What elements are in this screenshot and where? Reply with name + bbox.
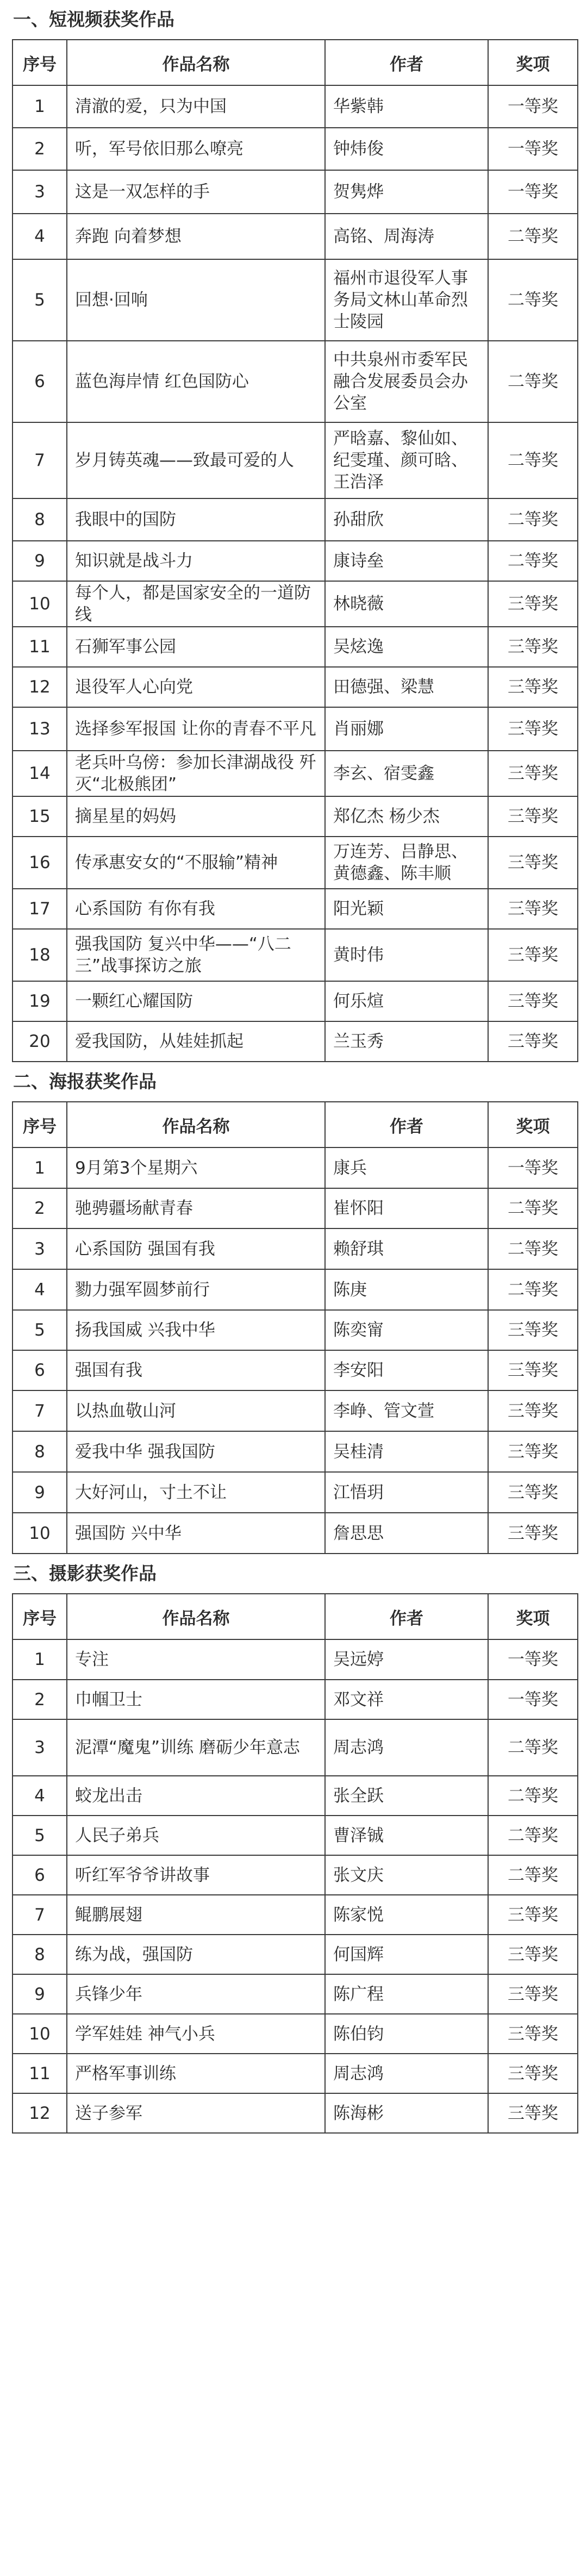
- cell-award: 三等奖: [488, 981, 578, 1021]
- cell-title: 传承惠安女的“不服输”精神: [67, 837, 325, 889]
- cell-author: 何国辉: [325, 1935, 488, 1974]
- cell-no: 17: [13, 889, 67, 929]
- header-no: 序号: [13, 40, 67, 85]
- table-row: [13, 1431, 578, 1472]
- table-row: [13, 422, 578, 498]
- cell-author: 兰玉秀: [325, 1021, 488, 1062]
- cell-award: 三等奖: [488, 1431, 578, 1472]
- cell-author: 何乐煊: [325, 981, 488, 1021]
- header-no: 序号: [13, 1102, 67, 1147]
- cell-no: 2: [13, 1188, 67, 1228]
- header-title: 作品名称: [67, 1594, 325, 1639]
- cell-author: 李玄、宿雯鑫: [325, 751, 488, 796]
- cell-no: 4: [13, 1776, 67, 1816]
- cell-no: 13: [13, 707, 67, 751]
- cell-author: 李安阳: [325, 1350, 488, 1390]
- cell-title: 听，军号依旧那么嘹亮: [67, 128, 325, 170]
- cell-title: 巾帼卫士: [67, 1680, 325, 1719]
- cell-award: 一等奖: [488, 85, 578, 128]
- cell-author: 康兵: [325, 1147, 488, 1188]
- cell-no: 10: [13, 1513, 67, 1554]
- cell-author: 郑亿杰 杨少杰: [325, 796, 488, 837]
- cell-no: 11: [13, 2054, 67, 2093]
- cell-title: 强我国防 复兴中华——“八二三”战事探访之旅: [67, 929, 325, 981]
- cell-author: 李峥、管文萱: [325, 1390, 488, 1431]
- cell-author: 中共泉州市委军民融合发展委员会办公室: [325, 341, 488, 422]
- cell-title: 摘星星的妈妈: [67, 796, 325, 837]
- cell-award: 二等奖: [488, 1776, 578, 1816]
- cell-award: 三等奖: [488, 1310, 578, 1350]
- cell-no: 9: [13, 1472, 67, 1513]
- cell-title: 这是一双怎样的手: [67, 170, 325, 214]
- cell-author: 詹思思: [325, 1513, 488, 1554]
- cell-author: 张文庆: [325, 1855, 488, 1895]
- table-row: [13, 128, 578, 170]
- cell-author: 赖舒琪: [325, 1228, 488, 1269]
- table-row: [13, 541, 578, 581]
- cell-award: 三等奖: [488, 796, 578, 837]
- cell-award: 三等奖: [488, 627, 578, 667]
- table-row: [13, 1816, 578, 1855]
- header-author: 作者: [325, 1102, 488, 1147]
- table-row: [13, 581, 578, 627]
- cell-no: 8: [13, 1935, 67, 1974]
- cell-title: 以热血敬山河: [67, 1390, 325, 1431]
- table-row: [13, 627, 578, 667]
- section-title-short-video: 一、短视频获奖作品: [13, 9, 174, 30]
- table-body: [13, 1147, 578, 1554]
- cell-author: 阳光颖: [325, 889, 488, 929]
- cell-title: 心系国防 有你有我: [67, 889, 325, 929]
- cell-award: 一等奖: [488, 1639, 578, 1680]
- table-row: [13, 1021, 578, 1062]
- table-row: [13, 498, 578, 541]
- cell-title: 强国防 兴中华: [67, 1513, 325, 1554]
- table-row: [13, 707, 578, 751]
- cell-author: 严晗嘉、黎仙如、纪雯瑾、颜可晗、王浩泽: [325, 422, 488, 498]
- cell-award: 三等奖: [488, 581, 578, 627]
- cell-award: 二等奖: [488, 1855, 578, 1895]
- cell-author: 康诗垒: [325, 541, 488, 581]
- cell-title: 严格军事训练: [67, 2054, 325, 2093]
- cell-title: 蓝色海岸情 红色国防心: [67, 341, 325, 422]
- table-row: [13, 85, 578, 128]
- table-row: [13, 170, 578, 214]
- cell-title: 练为战，强国防: [67, 1935, 325, 1974]
- table-row: [13, 889, 578, 929]
- cell-author: 林晓薇: [325, 581, 488, 627]
- table-row: [13, 1269, 578, 1310]
- cell-award: 三等奖: [488, 1350, 578, 1390]
- cell-title: 清澈的爱，只为中国: [67, 85, 325, 128]
- cell-author: 吴桂清: [325, 1431, 488, 1472]
- cell-author: 贺隽烨: [325, 170, 488, 214]
- cell-award: 三等奖: [488, 2014, 578, 2054]
- table-row: [13, 1639, 578, 1680]
- cell-title: 一颗红心耀国防: [67, 981, 325, 1021]
- table-row: [13, 1935, 578, 1974]
- cell-no: 9: [13, 541, 67, 581]
- cell-award: 一等奖: [488, 170, 578, 214]
- cell-no: 5: [13, 259, 67, 341]
- cell-title: 知识就是战斗力: [67, 541, 325, 581]
- cell-no: 1: [13, 85, 67, 128]
- cell-no: 9: [13, 1974, 67, 2014]
- cell-title: 心系国防 强国有我: [67, 1228, 325, 1269]
- cell-title: 9月第3个星期六: [67, 1147, 325, 1188]
- cell-no: 19: [13, 981, 67, 1021]
- cell-author: 吴炫逸: [325, 627, 488, 667]
- cell-title: 勠力强军圆梦前行: [67, 1269, 325, 1310]
- cell-title: 扬我国威 兴我中华: [67, 1310, 325, 1350]
- cell-author: 钟炜俊: [325, 128, 488, 170]
- cell-title: 兵锋少年: [67, 1974, 325, 2014]
- cell-title: 泥潭“魔鬼”训练 磨砺少年意志: [67, 1719, 325, 1776]
- table-row: [13, 1855, 578, 1895]
- cell-award: 二等奖: [488, 341, 578, 422]
- cell-award: 三等奖: [488, 707, 578, 751]
- cell-no: 2: [13, 1680, 67, 1719]
- header-award: 奖项: [488, 1594, 578, 1639]
- cell-title: 老兵叶乌傍：参加长津湖战役 歼灭“北极熊团”: [67, 751, 325, 796]
- cell-award: 一等奖: [488, 1147, 578, 1188]
- cell-award: 三等奖: [488, 751, 578, 796]
- table-row: [13, 796, 578, 837]
- cell-award: 二等奖: [488, 1816, 578, 1855]
- table-row: [13, 1188, 578, 1228]
- cell-no: 8: [13, 1431, 67, 1472]
- cell-award: 一等奖: [488, 128, 578, 170]
- cell-no: 1: [13, 1639, 67, 1680]
- cell-award: 二等奖: [488, 1269, 578, 1310]
- cell-no: 1: [13, 1147, 67, 1188]
- poster-awards-table: [12, 1101, 578, 1554]
- cell-author: 肖丽娜: [325, 707, 488, 751]
- cell-award: 二等奖: [488, 259, 578, 341]
- cell-title: 人民子弟兵: [67, 1816, 325, 1855]
- cell-no: 3: [13, 1719, 67, 1776]
- header-author: 作者: [325, 1594, 488, 1639]
- cell-author: 曹泽铖: [325, 1816, 488, 1855]
- cell-title: 送子参军: [67, 2093, 325, 2133]
- header-author: 作者: [325, 40, 488, 85]
- cell-award: 三等奖: [488, 1390, 578, 1431]
- table-row: [13, 2014, 578, 2054]
- cell-author: 孙甜欣: [325, 498, 488, 541]
- cell-title: 爱我国防，从娃娃抓起: [67, 1021, 325, 1062]
- cell-title: 听红军爷爷讲故事: [67, 1855, 325, 1895]
- cell-no: 4: [13, 214, 67, 259]
- cell-no: 5: [13, 1310, 67, 1350]
- cell-award: 三等奖: [488, 1513, 578, 1554]
- table-row: [13, 259, 578, 341]
- cell-no: 6: [13, 341, 67, 422]
- header-no: 序号: [13, 1594, 67, 1639]
- table-row: [13, 341, 578, 422]
- cell-title: 专注: [67, 1639, 325, 1680]
- cell-award: 二等奖: [488, 422, 578, 498]
- table-row: [13, 1680, 578, 1719]
- section-title-poster: 二、海报获奖作品: [13, 1071, 157, 1092]
- cell-award: 三等奖: [488, 1472, 578, 1513]
- table-row: [13, 1472, 578, 1513]
- cell-author: 张全跃: [325, 1776, 488, 1816]
- cell-author: 陈海彬: [325, 2093, 488, 2133]
- cell-author: 福州市退役军人事务局文林山革命烈士陵园: [325, 259, 488, 341]
- cell-no: 16: [13, 837, 67, 889]
- cell-author: 周志鸿: [325, 2054, 488, 2093]
- cell-award: 二等奖: [488, 1228, 578, 1269]
- cell-title: 爱我中华 强我国防: [67, 1431, 325, 1472]
- cell-award: 二等奖: [488, 498, 578, 541]
- table-row: [13, 214, 578, 259]
- cell-award: 二等奖: [488, 541, 578, 581]
- cell-author: 邓文祥: [325, 1680, 488, 1719]
- cell-no: 10: [13, 2014, 67, 2054]
- table-row: [13, 2093, 578, 2133]
- table-body: [13, 1639, 578, 2133]
- cell-no: 14: [13, 751, 67, 796]
- cell-no: 5: [13, 1816, 67, 1855]
- table-row: [13, 837, 578, 889]
- section-title-photography: 三、摄影获奖作品: [13, 1563, 157, 1584]
- cell-award: 三等奖: [488, 929, 578, 981]
- cell-no: 6: [13, 1855, 67, 1895]
- cell-title: 奔跑 向着梦想: [67, 214, 325, 259]
- cell-author: 陈庚: [325, 1269, 488, 1310]
- table-row: [13, 667, 578, 707]
- cell-no: 4: [13, 1269, 67, 1310]
- cell-no: 2: [13, 128, 67, 170]
- cell-award: 三等奖: [488, 1974, 578, 2014]
- cell-no: 20: [13, 1021, 67, 1062]
- short-video-awards-table: [12, 39, 578, 1062]
- table-row: [13, 1350, 578, 1390]
- cell-no: 12: [13, 667, 67, 707]
- header-title: 作品名称: [67, 1102, 325, 1147]
- cell-no: 8: [13, 498, 67, 541]
- cell-no: 18: [13, 929, 67, 981]
- header-award: 奖项: [488, 40, 578, 85]
- cell-award: 三等奖: [488, 667, 578, 707]
- photography-awards-table: [12, 1593, 578, 2134]
- cell-author: 江悟玥: [325, 1472, 488, 1513]
- cell-title: 选择参军报国 让你的青春不平凡: [67, 707, 325, 751]
- table-row: [13, 1310, 578, 1350]
- cell-no: 7: [13, 1390, 67, 1431]
- cell-no: 10: [13, 581, 67, 627]
- cell-award: 二等奖: [488, 1188, 578, 1228]
- table-row: [13, 1513, 578, 1554]
- table-row: [13, 1147, 578, 1188]
- cell-award: 二等奖: [488, 1719, 578, 1776]
- cell-title: 强国有我: [67, 1350, 325, 1390]
- cell-award: 三等奖: [488, 2054, 578, 2093]
- cell-author: 吴远婷: [325, 1639, 488, 1680]
- cell-author: 华紫韩: [325, 85, 488, 128]
- table-row: [13, 751, 578, 796]
- cell-author: 万连芳、吕静思、黄德鑫、陈丰顺: [325, 837, 488, 889]
- cell-author: 陈奕甯: [325, 1310, 488, 1350]
- cell-title: 退役军人心向党: [67, 667, 325, 707]
- cell-title: 鲲鹏展翅: [67, 1895, 325, 1935]
- cell-no: 11: [13, 627, 67, 667]
- cell-author: 崔怀阳: [325, 1188, 488, 1228]
- table-row: [13, 1228, 578, 1269]
- table-row: [13, 2054, 578, 2093]
- table-row: [13, 929, 578, 981]
- cell-title: 学军娃娃 神气小兵: [67, 2014, 325, 2054]
- cell-award: 二等奖: [488, 214, 578, 259]
- cell-no: 3: [13, 1228, 67, 1269]
- cell-title: 我眼中的国防: [67, 498, 325, 541]
- table-row: [13, 1776, 578, 1816]
- cell-author: 陈家悦: [325, 1895, 488, 1935]
- cell-no: 3: [13, 170, 67, 214]
- table-row: [13, 981, 578, 1021]
- cell-no: 15: [13, 796, 67, 837]
- cell-award: 三等奖: [488, 1895, 578, 1935]
- cell-author: 周志鸿: [325, 1719, 488, 1776]
- table-row: [13, 1974, 578, 2014]
- cell-title: 蛟龙出击: [67, 1776, 325, 1816]
- cell-award: 一等奖: [488, 1680, 578, 1719]
- cell-title: 驰骋疆场献青春: [67, 1188, 325, 1228]
- cell-title: 石狮军事公园: [67, 627, 325, 667]
- header-award: 奖项: [488, 1102, 578, 1147]
- cell-award: 三等奖: [488, 1021, 578, 1062]
- table-row: [13, 1719, 578, 1776]
- cell-award: 三等奖: [488, 889, 578, 929]
- cell-award: 三等奖: [488, 1935, 578, 1974]
- cell-award: 三等奖: [488, 2093, 578, 2133]
- table-header-row: [13, 40, 578, 85]
- table-header-row: [13, 1102, 578, 1147]
- cell-title: 回想·回响: [67, 259, 325, 341]
- cell-title: 大好河山，寸土不让: [67, 1472, 325, 1513]
- cell-no: 7: [13, 1895, 67, 1935]
- cell-author: 高铭、周海涛: [325, 214, 488, 259]
- cell-no: 6: [13, 1350, 67, 1390]
- cell-author: 田德强、梁慧: [325, 667, 488, 707]
- cell-no: 7: [13, 422, 67, 498]
- table-row: [13, 1895, 578, 1935]
- table-body: [13, 85, 578, 1062]
- table-row: [13, 1390, 578, 1431]
- cell-award: 三等奖: [488, 837, 578, 889]
- cell-author: 陈广程: [325, 1974, 488, 2014]
- cell-title: 岁月铸英魂——致最可爱的人: [67, 422, 325, 498]
- cell-author: 陈伯钧: [325, 2014, 488, 2054]
- cell-author: 黄时伟: [325, 929, 488, 981]
- cell-no: 12: [13, 2093, 67, 2133]
- table-header-row: [13, 1594, 578, 1639]
- cell-title: 每个人，都是国家安全的一道防线: [67, 581, 325, 627]
- header-title: 作品名称: [67, 40, 325, 85]
